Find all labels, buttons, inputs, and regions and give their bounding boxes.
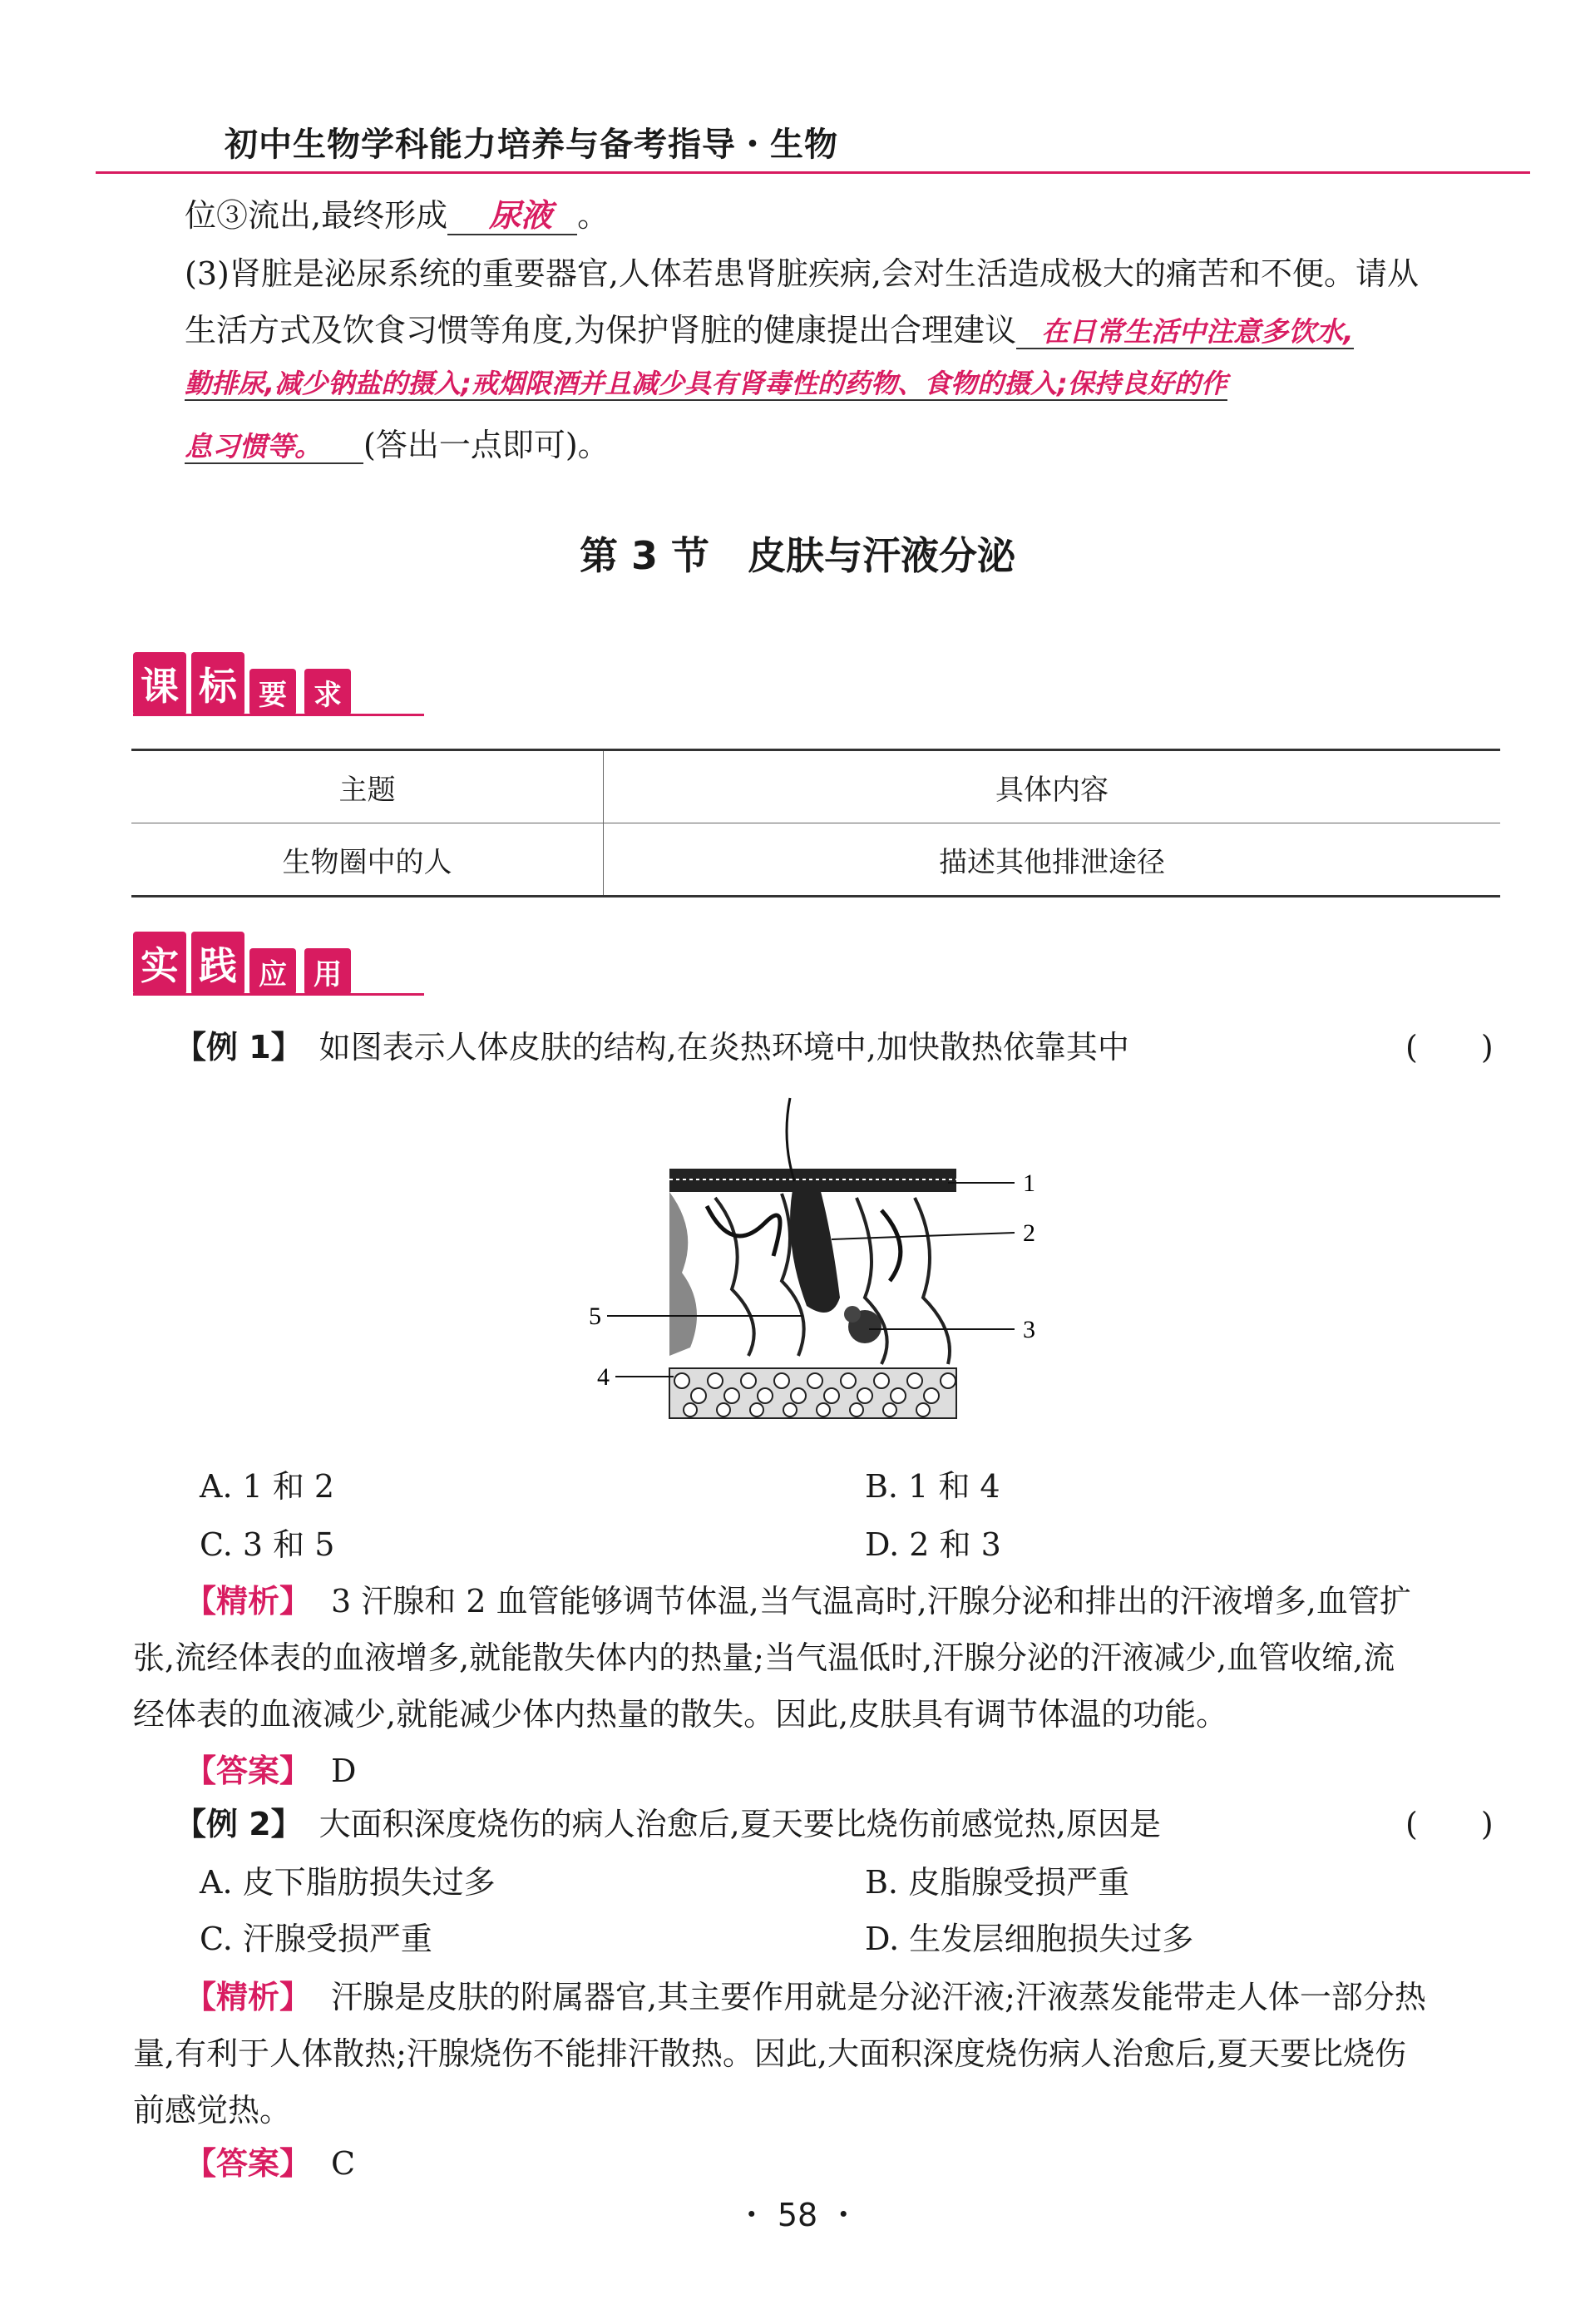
q3-line-1: (3)肾脏是泌尿系统的重要器官,人体若患肾脏疾病,会对生活造成极大的痛苦和不便。请从 — [185, 255, 1419, 292]
page-number: ・ 58 ・ — [735, 2197, 860, 2233]
example2-question — [175, 1798, 1161, 1844]
example-tag: 【例 1】 — [175, 1029, 303, 1066]
analysis-tag: 【精析】 — [185, 1583, 312, 1619]
badge-char: 应 — [249, 948, 296, 995]
badge-rule — [133, 714, 424, 716]
badge-char: 课 — [133, 652, 186, 715]
header-rule — [96, 171, 1530, 174]
handwritten-answer-urine: 尿液 — [447, 197, 577, 235]
badge-char: 用 — [304, 948, 351, 995]
option-c: C. 3 和 5 — [200, 1526, 335, 1563]
table-row — [131, 823, 1500, 897]
diagram-label: 3 — [1023, 1316, 1035, 1343]
answer-text: D — [331, 1753, 357, 1789]
analysis-line — [185, 1575, 1411, 1621]
diagram-label: 5 — [589, 1303, 601, 1330]
badge-char: 标 — [191, 652, 244, 715]
question-text: 大面积深度烧伤的病人治愈后,夏天要比烧伤前感觉热,原因是 — [319, 1806, 1161, 1842]
diagram-label: 1 — [1023, 1169, 1035, 1197]
line1-suffix: 。 — [577, 197, 610, 234]
table-header-cell: 主题 — [131, 750, 604, 823]
handwritten-answer-part3: 息习惯等。 — [185, 430, 363, 464]
badge-char: 求 — [304, 669, 351, 715]
option-c: C. 汗腺受损严重 — [200, 1921, 432, 1957]
table-header-cell: 具体内容 — [604, 750, 1501, 823]
analysis-line: 张,流经体表的血液增多,就能散失体内的热量;当气温低时,汗腺分泌的汗液减少,血管收缩,流 — [133, 1639, 1395, 1676]
handwritten-answer-part2: 勤排尿,减少钠盐的摄入;戒烟限酒并且减少具有肾毒性的药物、食物的摄入;保持良好的作 — [185, 368, 1227, 399]
q3-line2-prefix: 生活方式及饮食习惯等角度,为保护肾脏的健康提出合理建议 — [185, 312, 1017, 349]
example-tag: 【例 2】 — [175, 1806, 303, 1842]
table-cell: 生物圈中的人 — [131, 823, 604, 897]
skin-structure-diagram — [582, 1090, 1048, 1439]
q3-line-2 — [185, 304, 1354, 350]
option-d: D. 2 和 3 — [865, 1526, 1001, 1563]
hair-follicle — [790, 1181, 840, 1313]
diagram-label: 2 — [1023, 1219, 1035, 1247]
badge-char: 要 — [249, 669, 296, 715]
option-d: D. 生发层细胞损失过多 — [865, 1921, 1194, 1957]
answer-text: C — [331, 2145, 356, 2182]
answer-tag: 【答案】 — [185, 1753, 312, 1789]
analysis-line: 前感觉热。 — [133, 2092, 292, 2129]
answer-parentheses: ( ) — [1405, 1029, 1494, 1066]
analysis-text: 3 汗腺和 2 血管能够调节体温,当气温高时,汗腺分泌和排出的汗液增多,血管扩 — [331, 1583, 1411, 1619]
curriculum-badge — [133, 652, 359, 715]
practice-badge — [133, 932, 359, 995]
analysis-tag: 【精析】 — [185, 1979, 312, 2015]
standards-table — [131, 749, 1500, 897]
table-cell: 描述其他排泄途径 — [604, 823, 1501, 897]
analysis-line: 量,有利于人体散热;汗腺烧伤不能排汗散热。因此,大面积深度烧伤病人治愈后,夏天要比烧伤 — [133, 2035, 1407, 2072]
table-header-row — [131, 750, 1500, 823]
line1-prefix: 位③流出,最终形成 — [185, 197, 448, 234]
answer-line — [185, 1745, 356, 1791]
option-a: A. 1 和 2 — [200, 1468, 335, 1505]
option-b: B. 1 和 4 — [865, 1468, 1000, 1505]
handwritten-answer-part1: 在日常生活中注意多饮水, — [1016, 315, 1354, 349]
example1-question — [175, 1021, 1129, 1067]
answer-tag: 【答案】 — [185, 2145, 312, 2182]
analysis-line: 经体表的血液减少,就能减少体内热量的散失。因此,皮肤具有调节体温的功能。 — [133, 1696, 1228, 1733]
answer-parentheses: ( ) — [1405, 1806, 1494, 1842]
badge-char: 践 — [191, 932, 244, 995]
analysis-line — [185, 1971, 1426, 2017]
q3-suffix: (答出一点即可)。 — [363, 427, 610, 463]
option-b: B. 皮脂腺受损严重 — [865, 1864, 1130, 1901]
section-title: 第 3 节 皮肤与汗液分泌 — [579, 533, 1016, 578]
q3-line-3 — [185, 363, 1227, 401]
answer-line — [185, 2138, 355, 2183]
option-a: A. 皮下脂肪损失过多 — [200, 1864, 496, 1901]
badge-rule — [133, 993, 424, 996]
q-line-1 — [185, 190, 609, 235]
question-text: 如图表示人体皮肤的结构,在炎热环境中,加快散热依靠其中 — [319, 1029, 1129, 1066]
badge-char: 实 — [133, 932, 186, 995]
running-header: 初中生物学科能力培养与备考指导・生物 — [225, 126, 838, 164]
analysis-text: 汗腺是皮肤的附属器官,其主要作用就是分泌汗液;汗液蒸发能带走人体一部分热 — [331, 1979, 1426, 2015]
diagram-label: 4 — [597, 1363, 610, 1391]
q3-line-4 — [185, 419, 610, 465]
